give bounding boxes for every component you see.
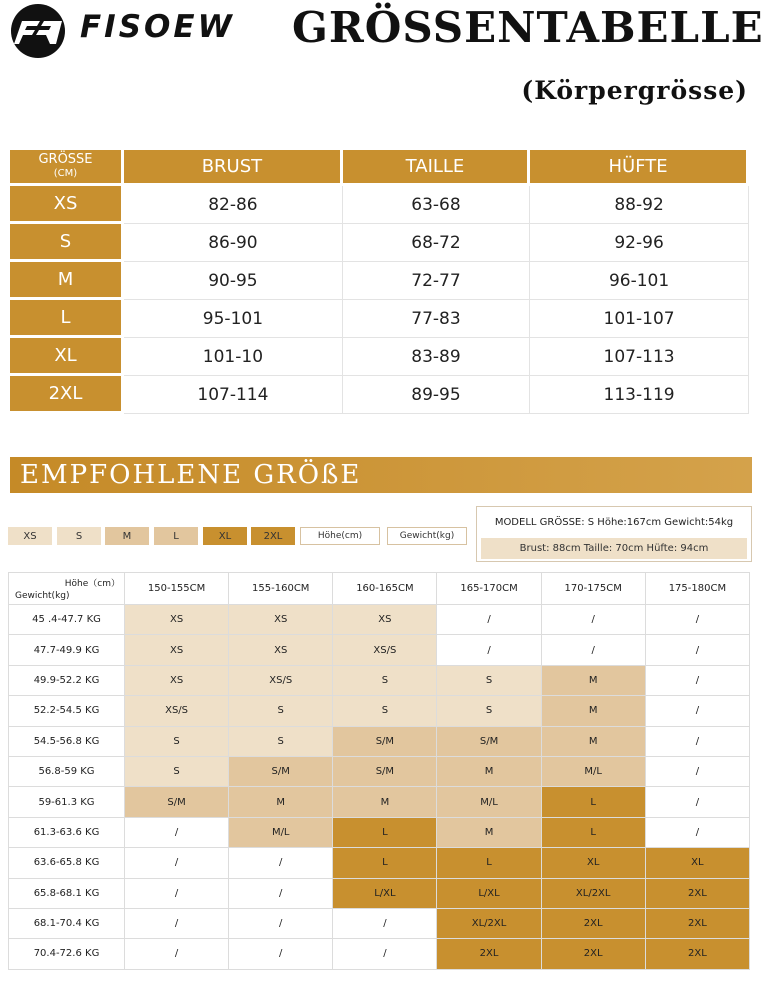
recommended-size-cell: XS/S — [229, 665, 333, 695]
recommended-size-cell: 2XL — [541, 939, 645, 969]
recommendation-table — [8, 572, 750, 970]
recommended-size-cell: / — [125, 878, 229, 908]
recommended-size-cell: S — [125, 756, 229, 786]
corner-weight-label: Gewicht(kg) — [15, 591, 70, 601]
recommended-size-cell: S — [229, 696, 333, 726]
rec-row — [9, 756, 750, 786]
recommended-size-cell: / — [229, 848, 333, 878]
recommended-size-cell: M/L — [437, 787, 541, 817]
column-header-huefte: HÜFTE — [530, 150, 749, 186]
size-value: 101-107 — [530, 300, 749, 338]
recommended-size-cell: / — [541, 635, 645, 665]
recommended-size-cell: S — [437, 665, 541, 695]
recommended-size-cell: XS — [229, 605, 333, 635]
size-label: L — [10, 300, 124, 338]
rec-header-row — [9, 573, 750, 605]
size-value: 92-96 — [530, 224, 749, 262]
recommended-size-cell: M — [437, 817, 541, 847]
weight-label: 65.8-68.1 KG — [9, 878, 125, 908]
legend-swatch: S — [57, 527, 101, 545]
recommended-size-cell: / — [229, 878, 333, 908]
legend-swatch: XL — [203, 527, 247, 545]
recommended-size-cell: M — [229, 787, 333, 817]
recommended-size-cell: / — [437, 605, 541, 635]
recommended-size-cell: / — [541, 605, 645, 635]
recommended-size-cell: M — [437, 756, 541, 786]
size-value: 96-101 — [530, 262, 749, 300]
page-subtitle: (Körpergrösse) — [521, 76, 748, 105]
brand-logo-icon — [10, 3, 66, 59]
recommended-size-cell: L — [437, 848, 541, 878]
recommended-size-cell: S — [437, 696, 541, 726]
size-label: XS — [10, 186, 124, 224]
recommended-size-cell: M/L — [541, 756, 645, 786]
rec-table-corner — [9, 573, 125, 605]
rec-row — [9, 817, 750, 847]
rec-row — [9, 665, 750, 695]
weight-label: 45 .4-47.7 KG — [9, 605, 125, 635]
size-value: 68-72 — [343, 224, 530, 262]
recommended-size-cell: S/M — [333, 726, 437, 756]
weight-label: 52.2-54.5 KG — [9, 696, 125, 726]
recommended-size-cell: / — [645, 817, 749, 847]
page-title: GRÖSSENTABELLE — [292, 3, 764, 52]
rec-row — [9, 787, 750, 817]
recommended-size-cell: / — [229, 939, 333, 969]
recommended-size-cell: 2XL — [437, 939, 541, 969]
recommended-size-cell: S/M — [437, 726, 541, 756]
recommended-size-cell: / — [645, 696, 749, 726]
recommended-size-cell: 2XL — [645, 939, 749, 969]
recommended-size-cell: L — [541, 817, 645, 847]
legend-swatch: M — [105, 527, 149, 545]
recommended-size-cell: / — [229, 908, 333, 938]
weight-label: 68.1-70.4 KG — [9, 908, 125, 938]
recommended-size-cell: XL/2XL — [541, 878, 645, 908]
size-value: 63-68 — [343, 186, 530, 224]
model-measurements: Brust: 88cm Taille: 70cm Hüfte: 94cm — [481, 538, 747, 559]
recommended-size-cell: / — [645, 665, 749, 695]
rec-row — [9, 696, 750, 726]
size-table-corner-unit: (CM) — [53, 167, 78, 179]
recommended-size-cell: S — [333, 665, 437, 695]
legend-swatch: 2XL — [251, 527, 295, 545]
recommended-size-cell: S — [229, 726, 333, 756]
height-header: 155-160CM — [229, 573, 333, 605]
recommended-size-banner — [10, 457, 752, 493]
recommended-size-cell: / — [333, 908, 437, 938]
recommended-size-cell: M — [333, 787, 437, 817]
size-table-corner-label: GRÖSSE — [38, 151, 93, 167]
recommended-size-cell: / — [645, 605, 749, 635]
size-row — [10, 376, 749, 414]
recommended-size-cell: 2XL — [645, 908, 749, 938]
size-table-corner — [10, 150, 124, 186]
height-header: 165-170CM — [437, 573, 541, 605]
rec-row — [9, 908, 750, 938]
size-value: 113-119 — [530, 376, 749, 414]
recommended-size-cell: XL/2XL — [437, 908, 541, 938]
corner-height-label: Höhe（cm） — [64, 579, 120, 589]
weight-label: 56.8-59 KG — [9, 756, 125, 786]
rec-row — [9, 635, 750, 665]
size-table-header-row — [10, 150, 749, 186]
size-label: 2XL — [10, 376, 124, 414]
column-header-taille: TAILLE — [343, 150, 530, 186]
recommended-size-cell: XS/S — [125, 696, 229, 726]
size-value: 82-86 — [124, 186, 343, 224]
weight-label: 54.5-56.8 KG — [9, 726, 125, 756]
recommended-size-cell: XS — [125, 635, 229, 665]
recommended-size-cell: / — [333, 939, 437, 969]
recommended-size-cell: L/XL — [333, 878, 437, 908]
rec-row — [9, 605, 750, 635]
weight-label: 47.7-49.9 KG — [9, 635, 125, 665]
height-header: 160-165CM — [333, 573, 437, 605]
recommended-size-cell: / — [125, 848, 229, 878]
legend-swatch: Höhe(cm) — [300, 527, 380, 545]
recommended-size-cell: / — [437, 635, 541, 665]
column-header-brust: BRUST — [124, 150, 343, 186]
recommended-size-cell: M — [541, 665, 645, 695]
recommended-size-cell: 2XL — [541, 908, 645, 938]
recommended-size-cell: XS — [125, 665, 229, 695]
recommended-size-cell: / — [125, 939, 229, 969]
size-value: 89-95 — [343, 376, 530, 414]
weight-label: 63.6-65.8 KG — [9, 848, 125, 878]
recommended-size-cell: L/XL — [437, 878, 541, 908]
height-header: 175-180CM — [645, 573, 749, 605]
recommended-size-cell: / — [645, 635, 749, 665]
recommended-size-cell: S — [333, 696, 437, 726]
recommended-size-cell: M — [541, 696, 645, 726]
legend-swatch: XS — [8, 527, 52, 545]
banner-title: EMPFOHLENE GRÖßE — [20, 460, 362, 490]
recommended-size-cell: S/M — [229, 756, 333, 786]
size-value: 83-89 — [343, 338, 530, 376]
size-value: 90-95 — [124, 262, 343, 300]
size-value: 88-92 — [530, 186, 749, 224]
recommended-size-cell: / — [645, 726, 749, 756]
recommended-size-cell: M — [541, 726, 645, 756]
rec-row — [9, 939, 750, 969]
recommended-size-cell: L — [333, 848, 437, 878]
recommended-size-cell: XS — [229, 635, 333, 665]
legend-swatch: Gewicht(kg) — [387, 527, 467, 545]
size-row — [10, 186, 749, 224]
size-value: 107-114 — [124, 376, 343, 414]
recommended-size-cell: XS — [333, 605, 437, 635]
legend-swatch: L — [154, 527, 198, 545]
size-value: 72-77 — [343, 262, 530, 300]
size-label: M — [10, 262, 124, 300]
size-row — [10, 300, 749, 338]
weight-label: 61.3-63.6 KG — [9, 817, 125, 847]
recommended-size-cell: / — [125, 908, 229, 938]
recommended-size-cell: S — [125, 726, 229, 756]
recommended-size-cell: L — [541, 787, 645, 817]
height-header: 150-155CM — [125, 573, 229, 605]
rec-row — [9, 726, 750, 756]
recommended-size-cell: XS/S — [333, 635, 437, 665]
recommended-size-cell: 2XL — [645, 878, 749, 908]
recommended-size-cell: S/M — [333, 756, 437, 786]
size-label: S — [10, 224, 124, 262]
model-size-info: MODELL GRÖSSE: S Höhe:167cm Gewicht:54kg — [494, 517, 734, 528]
recommended-size-cell: / — [645, 756, 749, 786]
recommended-size-cell: / — [645, 787, 749, 817]
recommended-size-cell: / — [125, 817, 229, 847]
size-value: 95-101 — [124, 300, 343, 338]
rec-row — [9, 878, 750, 908]
size-label: XL — [10, 338, 124, 376]
recommended-size-cell: XL — [541, 848, 645, 878]
weight-label: 70.4-72.6 KG — [9, 939, 125, 969]
model-info-box — [476, 506, 752, 562]
size-value: 107-113 — [530, 338, 749, 376]
rec-row — [9, 848, 750, 878]
size-row — [10, 262, 749, 300]
height-header: 170-175CM — [541, 573, 645, 605]
size-value: 77-83 — [343, 300, 530, 338]
size-value: 86-90 — [124, 224, 343, 262]
size-row — [10, 224, 749, 262]
weight-label: 49.9-52.2 KG — [9, 665, 125, 695]
recommended-size-cell: L — [333, 817, 437, 847]
recommended-size-cell: XS — [125, 605, 229, 635]
brand-name: FISOEW — [80, 9, 235, 45]
size-row — [10, 338, 749, 376]
recommended-size-cell: S/M — [125, 787, 229, 817]
size-table — [10, 150, 749, 414]
weight-label: 59-61.3 KG — [9, 787, 125, 817]
recommended-size-cell: M/L — [229, 817, 333, 847]
size-value: 101-10 — [124, 338, 343, 376]
recommended-size-cell: XL — [645, 848, 749, 878]
